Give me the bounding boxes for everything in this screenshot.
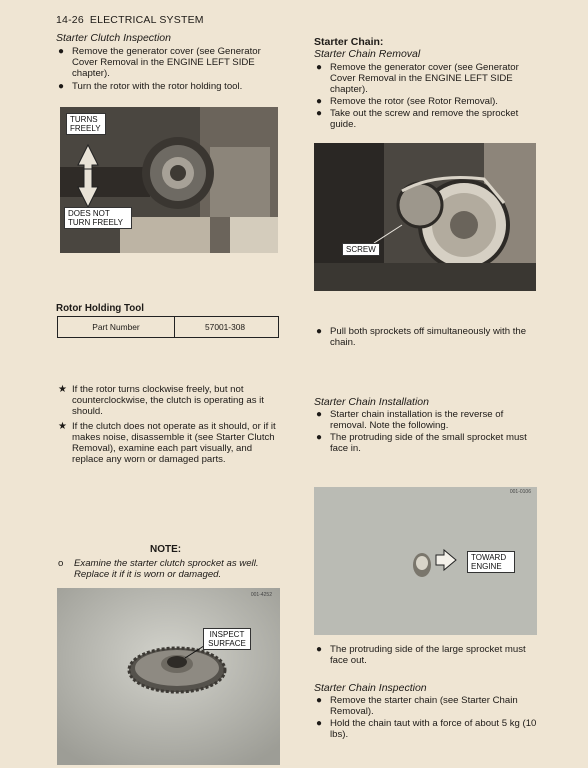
- photo-code: 001-4252: [250, 592, 272, 598]
- list-item: ● Remove the generator cover (see Generator Cover Removal in the ENGINE LEFT SIDE chapter).: [58, 46, 261, 79]
- inspect-surface-label: INSPECT SURFACE: [203, 628, 251, 650]
- list-item: ● Hold the chain taut with a force of about 5 kg (10 lbs).: [316, 718, 537, 740]
- removal-bullet-list: [314, 62, 538, 131]
- photo-code: 001-0106: [509, 489, 531, 495]
- note-text-block: [56, 558, 280, 580]
- list-item: ● The protruding side of the small sprocket must face in.: [316, 432, 527, 454]
- list-item: ★ If the clutch does not operate as it should, or if it makes noise, disassemble it (see Starter Clutch Removal), examine each part visually, and replace any worn or damaged parts.: [58, 421, 276, 465]
- turns-freely-label: TURNS FREELY: [66, 113, 106, 135]
- starter-clutch-sprocket-photo: [57, 588, 280, 765]
- note-text: Examine the starter clutch sprocket as well. Replace it if it is worn or damaged.: [74, 558, 259, 580]
- starter-chain-heading: Starter Chain:: [314, 36, 384, 48]
- rotor-holding-tool-heading: Rotor Holding Tool: [56, 303, 144, 314]
- star-icon: ★: [58, 421, 67, 432]
- page-number: 14-26: [56, 14, 84, 26]
- list-item: ● Remove the generator cover (see Generator Cover Removal in the ENGINE LEFT SIDE chapter).: [316, 62, 519, 95]
- chapter-title: ELECTRICAL SYSTEM: [89, 14, 204, 26]
- starter-chain-removal-heading: Starter Chain Removal: [314, 48, 421, 60]
- list-item: ● Remove the rotor (see Rotor Removal).: [316, 96, 498, 107]
- inspection-bullet-list: [314, 695, 540, 741]
- starter-chain-inspection-heading: Starter Chain Inspection: [314, 682, 427, 694]
- does-not-turn-freely-label: DOES NOT TURN FREELY: [64, 207, 132, 229]
- starter-clutch-inspection-heading: Starter Clutch Inspection: [56, 32, 171, 44]
- starter-chain-image: [314, 143, 536, 291]
- sprocket-guide-photo: [314, 143, 536, 291]
- part-number-header: Part Number: [58, 317, 175, 338]
- screw-label: SCREW: [342, 243, 380, 256]
- toward-engine-label: TOWARD ENGINE: [467, 551, 515, 573]
- clutch-star-list: [56, 384, 278, 466]
- small-sprocket-photo: [314, 487, 537, 635]
- clutch-bullet-list: [56, 46, 278, 93]
- list-item: ● Starter chain installation is the reverse of removal. Note the following.: [316, 409, 504, 431]
- list-item: ● Take out the screw and remove the sprocket guide.: [316, 108, 519, 130]
- rotor-turning-photo: [60, 107, 278, 253]
- part-number-value: 57001-308: [175, 317, 279, 338]
- list-item: ★ If the rotor turns clockwise freely, but not counterclockwise, the clutch is operating as it should.: [58, 384, 264, 417]
- page-header: [56, 14, 204, 26]
- list-item: ● The protruding side of the large sprocket must face out.: [316, 644, 526, 666]
- starter-chain-installation-heading: Starter Chain Installation: [314, 396, 429, 408]
- note-heading: NOTE:: [150, 544, 182, 555]
- installation-bullet-list: [314, 409, 538, 455]
- circle-marker: o: [58, 558, 64, 569]
- tool-part-table: [57, 316, 279, 338]
- list-item: ● Turn the rotor with the rotor holding tool.: [58, 81, 243, 92]
- star-icon: ★: [58, 384, 67, 395]
- pull-bullet-list: [314, 326, 538, 349]
- large-sprocket-bullet-list: [314, 644, 538, 667]
- list-item: ● Remove the starter chain (see Starter Chain Removal).: [316, 695, 518, 717]
- list-item: ● Pull both sprockets off simultaneously with the chain.: [316, 326, 527, 348]
- table-row: [58, 317, 279, 338]
- sprocket-image: [57, 588, 280, 765]
